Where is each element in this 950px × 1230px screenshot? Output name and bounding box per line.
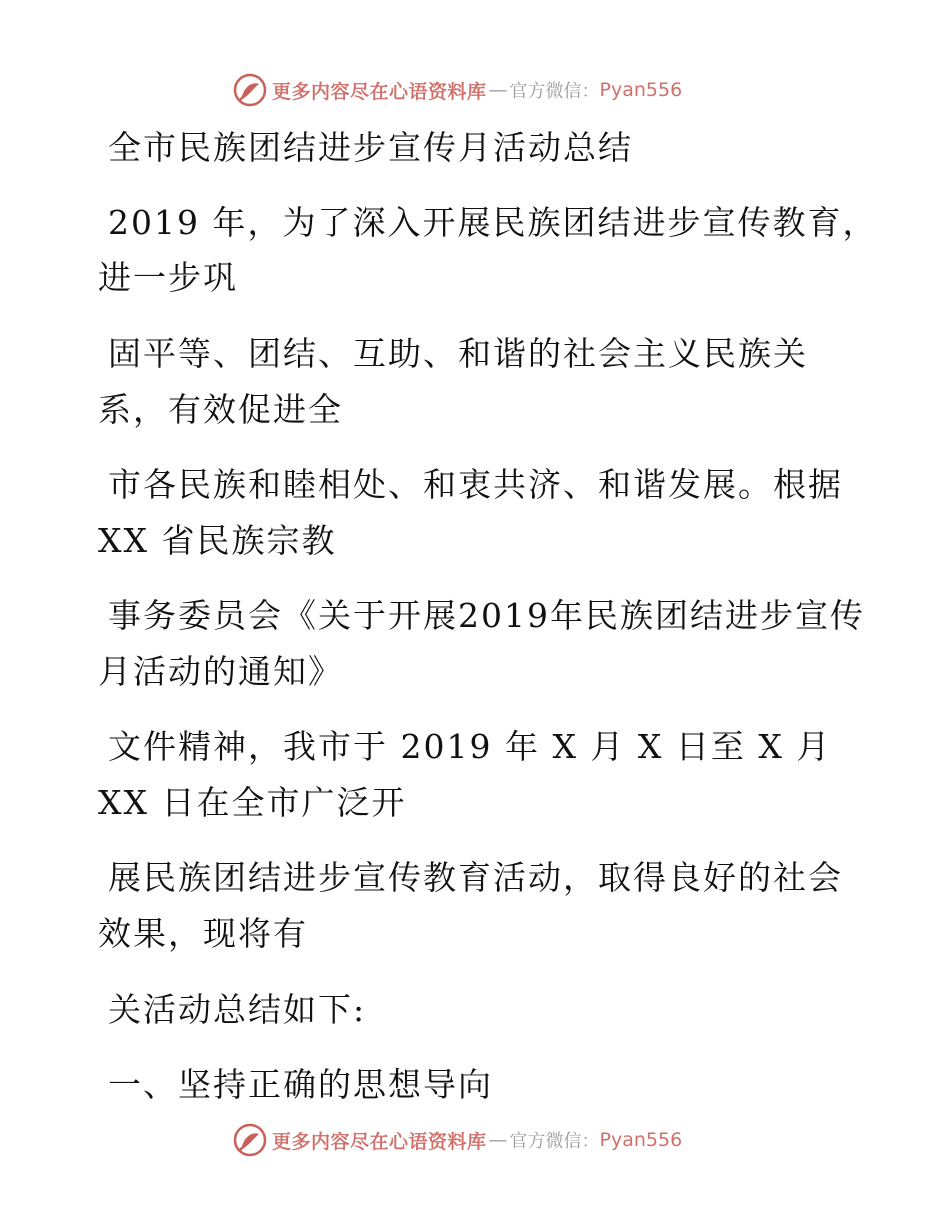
paragraph-line: 系，有效促进全: [98, 390, 343, 429]
banner-wechat-label: 官方微信：: [509, 81, 600, 102]
banner-separator: —: [488, 79, 508, 101]
logo-icon: [232, 72, 268, 108]
banner-wechat-id: Pyan556: [599, 1129, 683, 1151]
header-banner: [232, 70, 682, 110]
paragraph-line: 2019 年，为了深入开展民族团结进步宣传教育，: [108, 203, 878, 242]
paragraph-line: 固平等、团结、互助、和谐的社会主义民族关: [108, 334, 808, 373]
paragraph-line: 文件精神，我市于 2019 年 X 月 X 日至 X 月: [108, 727, 832, 766]
paragraph-line: 关活动总结如下:: [108, 990, 367, 1029]
paragraph-line: XX 日在全市广泛开: [98, 783, 407, 822]
paragraph-line: 市各民族和睦相处、和衷共济、和谐发展。根据: [108, 465, 843, 504]
paragraph-line: 进一步巩: [98, 258, 238, 297]
document-title: 全市民族团结进步宣传月活动总结: [108, 128, 633, 167]
footer-banner: [232, 1120, 682, 1160]
paragraph-line: XX 省民族宗教: [98, 521, 337, 560]
logo-icon: [232, 1122, 268, 1158]
paragraph-line: 月活动的通知》: [98, 652, 343, 691]
banner-wechat-id: Pyan556: [599, 79, 683, 101]
banner-separator: —: [488, 1129, 508, 1151]
banner-wechat-label: 官方微信：: [509, 1131, 600, 1152]
paragraph-line: 展民族团结进步宣传教育活动，取得良好的社会: [108, 858, 843, 897]
banner-main-text: 更多内容尽在心语资料库: [272, 80, 487, 103]
paragraph-line: 效果，现将有: [98, 914, 308, 953]
section-heading: 一、坚持正确的思想导向: [108, 1065, 493, 1104]
banner-main-text: 更多内容尽在心语资料库: [272, 1130, 487, 1153]
paragraph-line: 事务委员会《关于开展2019年民族团结进步宣传: [108, 596, 865, 635]
